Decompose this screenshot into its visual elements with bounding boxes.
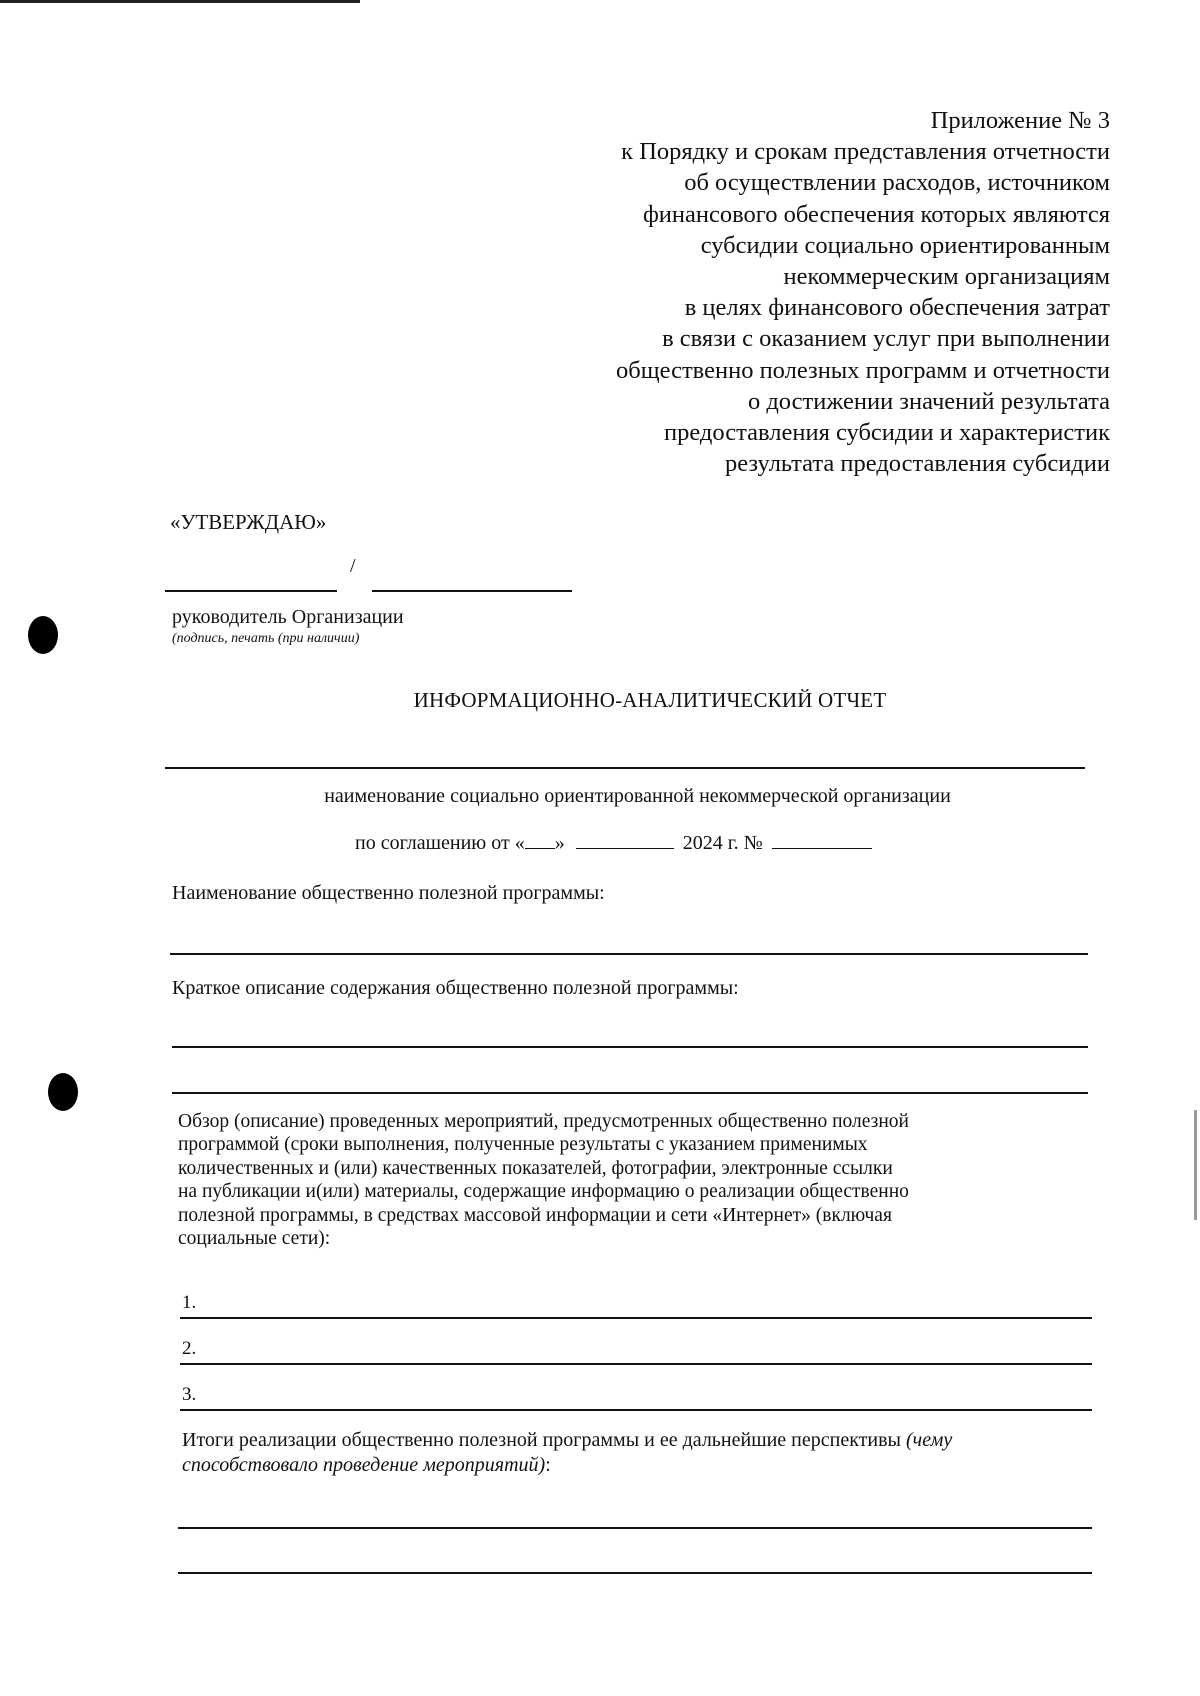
appendix-line: субсидии социально ориентированным <box>700 231 1110 259</box>
signer-note: (подпись, печать (при наличии) <box>172 631 360 646</box>
program-description-label: Краткое описание содержания общественно полезной программы: <box>172 977 739 999</box>
numbered-item-label: 2. <box>182 1338 197 1359</box>
appendix-line: в связи с оказанием услуг при выполнении <box>662 325 1110 353</box>
program-name-line[interactable] <box>170 953 1088 955</box>
results-text: Итоги реализации общественно полезной программы и ее дальнейшие перспективы <box>182 1429 906 1451</box>
signer-label: руководитель Организации <box>172 606 404 628</box>
scan-edge-top <box>0 0 360 3</box>
overview-line: полезной программы, в средствах массовой информации и сети «Интернет» (включая <box>178 1204 892 1226</box>
appendix-line: об осуществлении расходов, источником <box>684 169 1110 197</box>
appendix-line: финансового обеспечения которых являются <box>642 200 1110 228</box>
results-italic: (чему <box>906 1429 953 1451</box>
overview-line: на публикации и(или) материалы, содержащие информацию о реализации общественно <box>178 1181 909 1203</box>
punch-hole-icon <box>48 1073 78 1111</box>
agreement-quote-close: » <box>554 832 565 854</box>
results-tail: : <box>545 1454 551 1476</box>
name-line[interactable] <box>372 590 572 592</box>
numbered-item-label: 3. <box>182 1384 197 1405</box>
numbered-item-line[interactable] <box>180 1317 1092 1319</box>
program-description-line[interactable] <box>172 1092 1088 1094</box>
scan-edge-right <box>1194 1110 1197 1220</box>
signature-separator: / <box>350 555 356 577</box>
approve-label: «УТВЕРЖДАЮ» <box>170 510 327 534</box>
appendix-line: к Порядку и срокам представления отчетности <box>621 138 1110 166</box>
results-italic: способствовало проведение мероприятий) <box>182 1454 546 1476</box>
agreement-line <box>355 830 872 855</box>
punch-hole-icon <box>28 616 58 654</box>
agreement-day-field[interactable] <box>525 830 555 849</box>
appendix-line: общественно полезных программ и отчетности <box>616 356 1110 384</box>
appendix-line: Приложение № 3 <box>930 107 1110 134</box>
appendix-header <box>490 105 1110 479</box>
numbered-item-line[interactable] <box>180 1409 1092 1411</box>
results-line[interactable] <box>178 1527 1092 1529</box>
results-line[interactable] <box>178 1572 1092 1574</box>
appendix-line: некоммерческим организациям <box>783 263 1110 291</box>
program-name-label: Наименование общественно полезной программы: <box>172 882 605 904</box>
org-caption: наименование социально ориентированной некоммерческой организации <box>324 785 951 807</box>
report-title: ИНФОРМАЦИОННО-АНАЛИТИЧЕСКИЙ ОТЧЕТ <box>413 688 887 712</box>
appendix-line: результата предоставления субсидии <box>724 450 1110 478</box>
appendix-line: предоставления субсидии и характеристик <box>664 419 1110 447</box>
overview-paragraph <box>178 1110 1058 1250</box>
agreement-year-label: 2024 г. № <box>682 832 763 854</box>
signature-line[interactable] <box>165 590 337 592</box>
agreement-month-field[interactable] <box>576 830 674 849</box>
org-name-line[interactable] <box>165 767 1085 769</box>
overview-line: социальные сети): <box>178 1228 331 1250</box>
overview-line: Обзор (описание) проведенных мероприятий, предусмотренных общественно полезной <box>178 1111 909 1132</box>
results-paragraph <box>182 1428 1062 1478</box>
program-description-line[interactable] <box>172 1046 1088 1048</box>
agreement-prefix: по соглашению от « <box>355 832 525 854</box>
numbered-item-label: 1. <box>182 1292 197 1313</box>
overview-line: программой (сроки выполнения, полученные результаты с указанием применимых <box>178 1134 868 1156</box>
agreement-number-field[interactable] <box>772 830 872 849</box>
numbered-item-line[interactable] <box>180 1363 1092 1365</box>
appendix-line: в целях финансового обеспечения затрат <box>684 294 1110 322</box>
appendix-line: о достижении значений результата <box>747 387 1110 415</box>
overview-line: количественных и (или) качественных показателей, фотографии, электронные ссылки <box>178 1157 893 1179</box>
